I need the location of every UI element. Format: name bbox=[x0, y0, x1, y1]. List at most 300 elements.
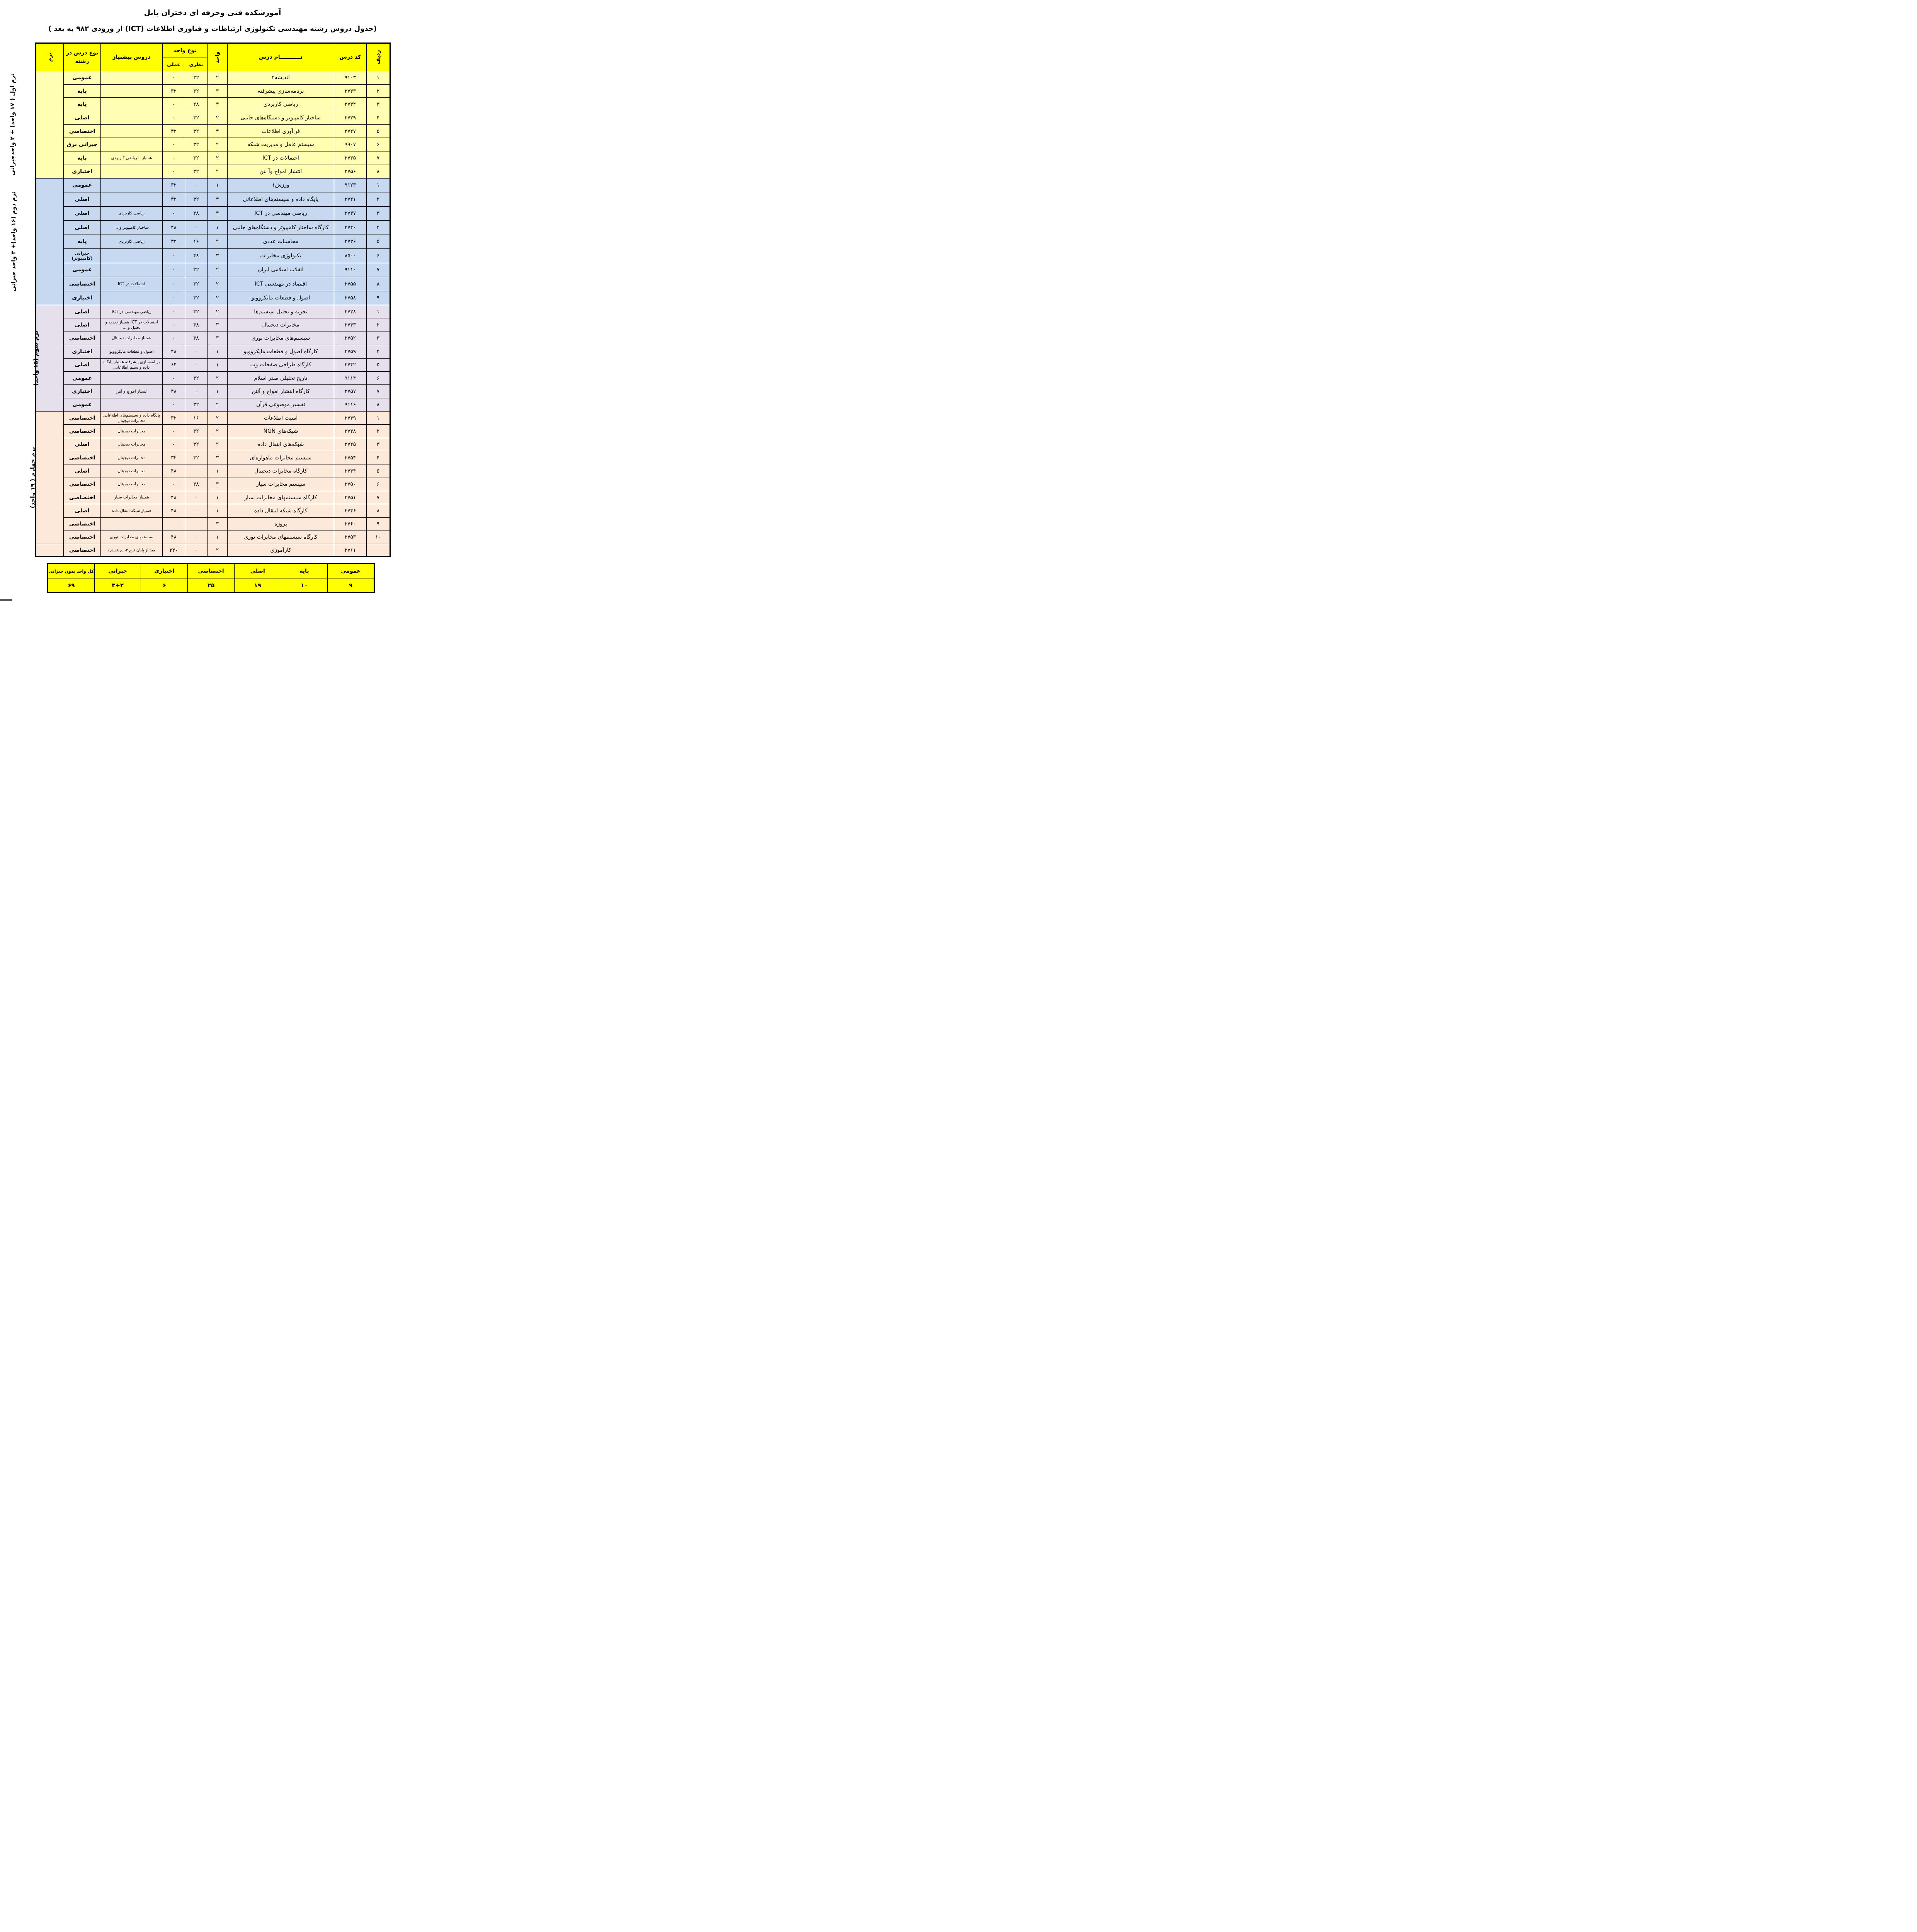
unit-count: ۱ bbox=[208, 504, 228, 517]
course-type: اختصاصی bbox=[64, 517, 101, 531]
table-row bbox=[36, 358, 390, 371]
theory-hours: ۰ bbox=[185, 385, 208, 398]
table-row bbox=[36, 438, 390, 451]
table-row bbox=[36, 345, 390, 358]
table-row bbox=[36, 71, 390, 85]
prerequisite bbox=[101, 371, 163, 384]
prerequisite bbox=[101, 178, 163, 192]
prerequisite bbox=[101, 249, 163, 263]
table-row bbox=[36, 491, 390, 504]
table-row bbox=[36, 504, 390, 517]
course-type: جبرانی برق bbox=[64, 138, 101, 151]
practical-hours: ۰ bbox=[163, 249, 185, 263]
theory-hours: ۳۲ bbox=[185, 124, 208, 138]
practical-hours: ۴۸ bbox=[163, 464, 185, 478]
practical-hours: ۳۲ bbox=[163, 451, 185, 464]
table-row bbox=[36, 178, 390, 192]
practical-hours: ۴۸ bbox=[163, 504, 185, 517]
course-name: اندیشه۲ bbox=[228, 71, 334, 85]
theory-hours: ۱۶ bbox=[185, 412, 208, 425]
course-code: ۲۷۵۴ bbox=[334, 451, 367, 464]
unit-count: ۳ bbox=[208, 192, 228, 207]
theory-hours: ۱۶ bbox=[185, 235, 208, 249]
theory-hours: ۳۲ bbox=[185, 305, 208, 318]
row-number: ۴ bbox=[367, 345, 390, 358]
table-row bbox=[36, 371, 390, 384]
theory-hours: ۰ bbox=[185, 464, 208, 478]
theory-hours: ۳۲ bbox=[185, 84, 208, 98]
prerequisite: ریاضی کاربردی bbox=[101, 235, 163, 249]
course-code: ۲۷۵۷ bbox=[334, 385, 367, 398]
table-row bbox=[36, 192, 390, 207]
prerequisite bbox=[101, 111, 163, 125]
course-name: تجزیه و تحلیل سیستم‌ها bbox=[228, 305, 334, 318]
course-name: اقتصاد در مهندسی ICT bbox=[228, 277, 334, 291]
summary-table bbox=[47, 563, 375, 593]
unit-count: ۲ bbox=[208, 138, 228, 151]
course-code: ۲۷۴۴ bbox=[334, 464, 367, 478]
practical-hours: ۰ bbox=[163, 165, 185, 178]
prerequisite: پایگاه داده و سیستم‌های اطلاعاتی مخابرات دیجیتال bbox=[101, 412, 163, 425]
prerequisite: احتمالات در ICT bbox=[101, 277, 163, 291]
practical-hours: ۳۲ bbox=[163, 84, 185, 98]
prerequisite: ریاضی کاربردی bbox=[101, 206, 163, 221]
course-name: کارگاه سیستمهای مخابرات نوری bbox=[228, 531, 334, 544]
prerequisite: همنیاز مخابرات سیار bbox=[101, 491, 163, 504]
unit-count: ۲ bbox=[208, 544, 228, 557]
practical-hours: ۰ bbox=[163, 305, 185, 318]
table-row bbox=[36, 111, 390, 125]
unit-count: ۲ bbox=[208, 111, 228, 125]
practical-hours: ۴۸ bbox=[163, 491, 185, 504]
row-number: ۶ bbox=[367, 478, 390, 491]
course-code: ۹۱۰۳ bbox=[334, 71, 367, 85]
course-name: امنیت اطلاعات bbox=[228, 412, 334, 425]
theory-hours: ۳۲ bbox=[185, 111, 208, 125]
course-name: شبکه‌های NGN bbox=[228, 425, 334, 438]
course-code: ۲۷۴۸ bbox=[334, 425, 367, 438]
prerequisite bbox=[101, 398, 163, 411]
row-number: ۹ bbox=[367, 517, 390, 531]
row-number: ۱ bbox=[367, 412, 390, 425]
header-course-code: کد درس bbox=[334, 43, 367, 71]
header-units: واحد bbox=[208, 43, 228, 71]
unit-count: ۱ bbox=[208, 531, 228, 544]
course-type: اصلی bbox=[64, 221, 101, 235]
course-name: کارگاه شبکه انتقال داده bbox=[228, 504, 334, 517]
row-number bbox=[367, 544, 390, 557]
course-name: پایگاه داده و سیستم‌های اطلاعاتی bbox=[228, 192, 334, 207]
row-number: ۲ bbox=[367, 192, 390, 207]
summary-category: اصلی bbox=[234, 564, 281, 578]
prerequisite: سیستمهای مخابرات نوری bbox=[101, 531, 163, 544]
table-row bbox=[36, 221, 390, 235]
unit-count: ۱ bbox=[208, 221, 228, 235]
course-name: اصول و قطعات مایکروویو bbox=[228, 291, 334, 305]
table-row bbox=[36, 138, 390, 151]
course-name: فن‌آوری اطلاعات bbox=[228, 124, 334, 138]
unit-count: ۲ bbox=[208, 151, 228, 165]
summary-value: ۲۵ bbox=[188, 578, 235, 593]
theory-hours: ۳۲ bbox=[185, 398, 208, 411]
course-code: ۲۷۳۵ bbox=[334, 151, 367, 165]
theory-hours: ۳۲ bbox=[185, 438, 208, 451]
unit-count: ۲ bbox=[208, 412, 228, 425]
theory-hours: ۰ bbox=[185, 221, 208, 235]
course-type: پایه bbox=[64, 235, 101, 249]
summary-value: ۶ bbox=[141, 578, 188, 593]
unit-count: ۲ bbox=[208, 305, 228, 318]
row-number: ۲ bbox=[367, 84, 390, 98]
unit-count: ۲ bbox=[208, 235, 228, 249]
course-code: ۲۷۴۶ bbox=[334, 504, 367, 517]
course-type: پایه bbox=[64, 151, 101, 165]
course-name: ریاضی کاربردی bbox=[228, 98, 334, 111]
course-code: ۹۱۲۳ bbox=[334, 178, 367, 192]
course-code: ۲۷۶۰ bbox=[334, 517, 367, 531]
table-row bbox=[36, 84, 390, 98]
course-code: ۲۷۶۱ bbox=[334, 544, 367, 557]
row-number: ۴ bbox=[367, 221, 390, 235]
theory-hours: ۴۸ bbox=[185, 318, 208, 332]
course-code: ۲۷۴۳ bbox=[334, 318, 367, 332]
unit-count: ۱ bbox=[208, 385, 228, 398]
course-code: ۲۷۴۲ bbox=[334, 358, 367, 371]
term-label: ترم سوم (۱۵ واحد) bbox=[36, 305, 64, 412]
course-table bbox=[9, 43, 391, 557]
course-name: کارگاه سیستمهای مخابرات سیار bbox=[228, 491, 334, 504]
course-type: جبرانی (کامپیوتر) bbox=[64, 249, 101, 263]
course-type: اختصاصی bbox=[64, 425, 101, 438]
course-type: اختصاصی bbox=[64, 124, 101, 138]
prerequisite: مخابرات دیجیتال bbox=[101, 478, 163, 491]
unit-count: ۲ bbox=[208, 165, 228, 178]
prerequisite: همنیاز شبکه انتقال داده bbox=[101, 504, 163, 517]
row-number: ۷ bbox=[367, 385, 390, 398]
summary-category: عمومی bbox=[328, 564, 374, 578]
table-row bbox=[36, 235, 390, 249]
unit-count: ۳ bbox=[208, 451, 228, 464]
theory-hours: ۴۸ bbox=[185, 332, 208, 345]
summary-category: پایه bbox=[281, 564, 328, 578]
unit-count: ۲ bbox=[208, 71, 228, 85]
course-code: ۲۷۴۰ bbox=[334, 221, 367, 235]
course-code: ۲۷۳۶ bbox=[334, 235, 367, 249]
theory-hours: ۳۲ bbox=[185, 71, 208, 85]
row-number: ۱۰ bbox=[367, 531, 390, 544]
prerequisite bbox=[101, 291, 163, 305]
unit-count: ۳ bbox=[208, 249, 228, 263]
course-type: عمومی bbox=[64, 371, 101, 384]
theory-hours bbox=[185, 517, 208, 531]
course-code: ۸۵۰۰ bbox=[334, 249, 367, 263]
course-code: ۹۹۰۷ bbox=[334, 138, 367, 151]
practical-hours: ۰ bbox=[163, 398, 185, 411]
practical-hours: ۳۲ bbox=[163, 124, 185, 138]
unit-count: ۳ bbox=[208, 84, 228, 98]
row-number: ۱ bbox=[367, 71, 390, 85]
summary-value: ۹ bbox=[328, 578, 374, 593]
course-name: کارگاه طراحی صفحات وب bbox=[228, 358, 334, 371]
unit-count: ۲ bbox=[208, 277, 228, 291]
table-row bbox=[36, 249, 390, 263]
prerequisite bbox=[101, 544, 163, 557]
course-code: ۲۷۵۳ bbox=[334, 531, 367, 544]
practical-hours: ۰ bbox=[163, 332, 185, 345]
course-code: ۲۷۳۷ bbox=[334, 206, 367, 221]
table-row bbox=[36, 425, 390, 438]
unit-count: ۲ bbox=[208, 291, 228, 305]
course-name: سیستم‌های مخابرات نوری bbox=[228, 332, 334, 345]
practical-hours: ۳۲ bbox=[163, 412, 185, 425]
course-type: اختیاری bbox=[64, 291, 101, 305]
prerequisite: مخابرات دیجیتال bbox=[101, 464, 163, 478]
prerequisite bbox=[101, 98, 163, 111]
practical-hours: ۰ bbox=[163, 263, 185, 277]
table-row bbox=[36, 291, 390, 305]
course-name: کارگاه ساختار کامپیوتر و دستگاه‌های جانبی bbox=[228, 221, 334, 235]
term-label bbox=[36, 544, 64, 557]
course-type: عمومی bbox=[64, 178, 101, 192]
course-code: ۲۷۵۲ bbox=[334, 332, 367, 345]
course-name: سیستم عامل و مدیریت شبکه bbox=[228, 138, 334, 151]
course-type: اختصاصی bbox=[64, 412, 101, 425]
row-number: ۸ bbox=[367, 504, 390, 517]
practical-hours: ۳۲ bbox=[163, 192, 185, 207]
unit-count: ۳ bbox=[208, 332, 228, 345]
summary-header-row bbox=[48, 564, 374, 578]
practical-hours: ۴۸ bbox=[163, 531, 185, 544]
course-type: اختیاری bbox=[64, 385, 101, 398]
course-type: اصلی bbox=[64, 111, 101, 125]
unit-count: ۳ bbox=[208, 318, 228, 332]
unit-count: ۲ bbox=[208, 371, 228, 384]
prerequisite-note: (ترم تابستان) bbox=[108, 548, 126, 552]
course-code: ۹۱۱۰ bbox=[334, 263, 367, 277]
prerequisite: احتمالات در ICT همنیاز تجزیه و تحلیل و ... bbox=[101, 318, 163, 332]
practical-hours: ۰ bbox=[163, 138, 185, 151]
theory-hours: ۳۲ bbox=[185, 192, 208, 207]
course-type: اصلی bbox=[64, 206, 101, 221]
table-row bbox=[36, 318, 390, 332]
course-code: ۲۷۴۱ bbox=[334, 192, 367, 207]
unit-count: ۱ bbox=[208, 491, 228, 504]
course-type: اصلی bbox=[64, 305, 101, 318]
practical-hours: ۰ bbox=[163, 371, 185, 384]
course-name: پروژه bbox=[228, 517, 334, 531]
theory-hours: ۳۲ bbox=[185, 451, 208, 464]
practical-hours: ۰ bbox=[163, 425, 185, 438]
row-number: ۶ bbox=[367, 138, 390, 151]
table-row bbox=[36, 98, 390, 111]
prerequisite: همنیاز با ریاضی کاربردی bbox=[101, 151, 163, 165]
row-number: ۸ bbox=[367, 277, 390, 291]
practical-hours: ۴۸ bbox=[163, 221, 185, 235]
unit-count: ۳ bbox=[208, 206, 228, 221]
table-row bbox=[36, 277, 390, 291]
summary-value: ۱۰ bbox=[281, 578, 328, 593]
row-number: ۶ bbox=[367, 249, 390, 263]
unit-count: ۲ bbox=[208, 425, 228, 438]
internship-row bbox=[36, 544, 390, 557]
theory-hours: ۳۲ bbox=[185, 371, 208, 384]
course-code: ۲۷۳۸ bbox=[334, 305, 367, 318]
course-type: اصلی bbox=[64, 192, 101, 207]
course-type: اختصاصی bbox=[64, 451, 101, 464]
table-row bbox=[36, 385, 390, 398]
course-name: محاسبات عددی bbox=[228, 235, 334, 249]
page-title: آموزشکده فنی وحرفه ای دختران بابل bbox=[144, 9, 281, 17]
row-number: ۵ bbox=[367, 358, 390, 371]
course-name: کارگاه اصول و قطعات مایکروویو bbox=[228, 345, 334, 358]
row-number: ۷ bbox=[367, 491, 390, 504]
row-number: ۱ bbox=[367, 178, 390, 192]
theory-hours: ۰ bbox=[185, 358, 208, 371]
unit-count: ۱ bbox=[208, 178, 228, 192]
practical-hours: ۰ bbox=[163, 71, 185, 85]
table-row bbox=[36, 464, 390, 478]
row-number: ۵ bbox=[367, 464, 390, 478]
course-type: اختصاصی bbox=[64, 531, 101, 544]
practical-hours: ۰ bbox=[163, 478, 185, 491]
row-number: ۹ bbox=[367, 291, 390, 305]
summary-value: ۳+۲ bbox=[94, 578, 141, 593]
prerequisite: مخابرات دیجیتال bbox=[101, 451, 163, 464]
course-code: ۲۷۴۵ bbox=[334, 438, 367, 451]
theory-hours: ۴۸ bbox=[185, 249, 208, 263]
course-name: انقلاب اسلامی ایران bbox=[228, 263, 334, 277]
course-type: اصلی bbox=[64, 358, 101, 371]
row-number: ۴ bbox=[367, 451, 390, 464]
table-row bbox=[36, 478, 390, 491]
practical-hours: ۰ bbox=[163, 277, 185, 291]
table-row bbox=[36, 206, 390, 221]
footer-mark bbox=[0, 599, 12, 601]
course-code: ۹۱۱۴ bbox=[334, 371, 367, 384]
practical-hours: ۰ bbox=[163, 111, 185, 125]
row-number: ۳ bbox=[367, 332, 390, 345]
theory-hours: ۳۲ bbox=[185, 291, 208, 305]
unit-count: ۳ bbox=[208, 478, 228, 491]
practical-hours: ۰ bbox=[163, 318, 185, 332]
practical-hours: ۳۲ bbox=[163, 178, 185, 192]
theory-hours: ۳۲ bbox=[185, 151, 208, 165]
theory-hours: ۳۲ bbox=[185, 165, 208, 178]
course-type: اصلی bbox=[64, 464, 101, 478]
prerequisite: مخابرات دیجیتال bbox=[101, 425, 163, 438]
course-type: اختصاصی bbox=[64, 332, 101, 345]
course-name: ورزش۱ bbox=[228, 178, 334, 192]
course-code: ۲۷۳۹ bbox=[334, 111, 367, 125]
row-number: ۸ bbox=[367, 165, 390, 178]
summary-category: کل واحد بدون جبرانی bbox=[48, 564, 95, 578]
practical-hours: ۴۸ bbox=[163, 345, 185, 358]
course-name: مخابرات دیجیتال bbox=[228, 318, 334, 332]
course-code: ۹۱۱۶ bbox=[334, 398, 367, 411]
row-number: ۳ bbox=[367, 438, 390, 451]
table-row bbox=[36, 332, 390, 345]
table-row bbox=[36, 305, 390, 318]
prerequisite bbox=[101, 263, 163, 277]
prerequisite: برنامه‌سازی پیشرفته همنیاز پایگاه داده و سیتم اطلاعاتی bbox=[101, 358, 163, 371]
theory-hours: ۳۲ bbox=[185, 263, 208, 277]
practical-hours bbox=[163, 517, 185, 531]
unit-count: ۳ bbox=[208, 98, 228, 111]
course-code: ۲۷۵۸ bbox=[334, 291, 367, 305]
prerequisite-text: بعد از پایان ترم ۳ bbox=[126, 548, 155, 553]
term-label: ترم دوم (۱۶ واحد)+ ۳ واحد جبرانی bbox=[36, 178, 64, 305]
unit-count: ۲ bbox=[208, 398, 228, 411]
theory-hours: ۳۲ bbox=[185, 425, 208, 438]
course-type: اختیاری bbox=[64, 165, 101, 178]
practical-hours: ۰ bbox=[163, 438, 185, 451]
table-row bbox=[36, 124, 390, 138]
row-number: ۵ bbox=[367, 124, 390, 138]
prerequisite: مخابرات دیجیتال bbox=[101, 438, 163, 451]
course-type: اختصاصی bbox=[64, 277, 101, 291]
table-row bbox=[36, 412, 390, 425]
prerequisite bbox=[101, 124, 163, 138]
summary-category: اختیاری bbox=[141, 564, 188, 578]
row-number: ۵ bbox=[367, 235, 390, 249]
prerequisite bbox=[101, 517, 163, 531]
unit-count: ۲ bbox=[208, 438, 228, 451]
row-number: ۷ bbox=[367, 151, 390, 165]
header-practical: عملی bbox=[163, 58, 185, 71]
course-type: اختصاصی bbox=[64, 544, 101, 557]
unit-count: ۲ bbox=[208, 263, 228, 277]
practical-hours: ۶۴ bbox=[163, 358, 185, 371]
course-type: اختصاصی bbox=[64, 491, 101, 504]
row-number: ۷ bbox=[367, 263, 390, 277]
course-code: ۲۷۵۰ bbox=[334, 478, 367, 491]
practical-hours: ۰ bbox=[163, 151, 185, 165]
table-row bbox=[36, 531, 390, 544]
course-type: اختیاری bbox=[64, 345, 101, 358]
course-code: ۲۷۳۴ bbox=[334, 98, 367, 111]
theory-hours: ۰ bbox=[185, 504, 208, 517]
unit-count: ۱ bbox=[208, 345, 228, 358]
course-code: ۲۷۵۶ bbox=[334, 165, 367, 178]
header-course-name: نـــــــــــام درس bbox=[228, 43, 334, 71]
course-code: ۲۷۴۷ bbox=[334, 124, 367, 138]
course-type: اختصاصی bbox=[64, 478, 101, 491]
prerequisite bbox=[101, 71, 163, 85]
course-type: پایه bbox=[64, 98, 101, 111]
table-row bbox=[36, 451, 390, 464]
unit-count: ۳ bbox=[208, 124, 228, 138]
course-type: عمومی bbox=[64, 71, 101, 85]
prerequisite: ساختار کامپیوتر و ... bbox=[101, 221, 163, 235]
page-subtitle: (جدول دروس رشته مهندسی تکنولوژی ارتباطات و فناوری اطلاعات (ICT) از ورودی ۹۸۲ به بعد ) bbox=[48, 25, 377, 33]
summary-value: ۶۹ bbox=[48, 578, 95, 593]
unit-count: ۱ bbox=[208, 464, 228, 478]
practical-hours: ۰ bbox=[163, 206, 185, 221]
practical-hours: ۰ bbox=[163, 98, 185, 111]
course-code: ۲۷۵۱ bbox=[334, 491, 367, 504]
term-label: ترم اول ( ۱۷ واحد) + ۲ واحدجبرانی bbox=[36, 71, 64, 179]
prerequisite bbox=[101, 84, 163, 98]
row-number: ۱ bbox=[367, 305, 390, 318]
row-number: ۶ bbox=[367, 371, 390, 384]
summary-value-row bbox=[48, 578, 374, 593]
theory-hours: ۰ bbox=[185, 491, 208, 504]
course-name: سیستم مخابرات سیار bbox=[228, 478, 334, 491]
course-name: کارگاه مخابرات دیجیتال bbox=[228, 464, 334, 478]
row-number: ۳ bbox=[367, 206, 390, 221]
prerequisite: انتشار امواج و آنتن bbox=[101, 385, 163, 398]
theory-hours: ۴۸ bbox=[185, 98, 208, 111]
